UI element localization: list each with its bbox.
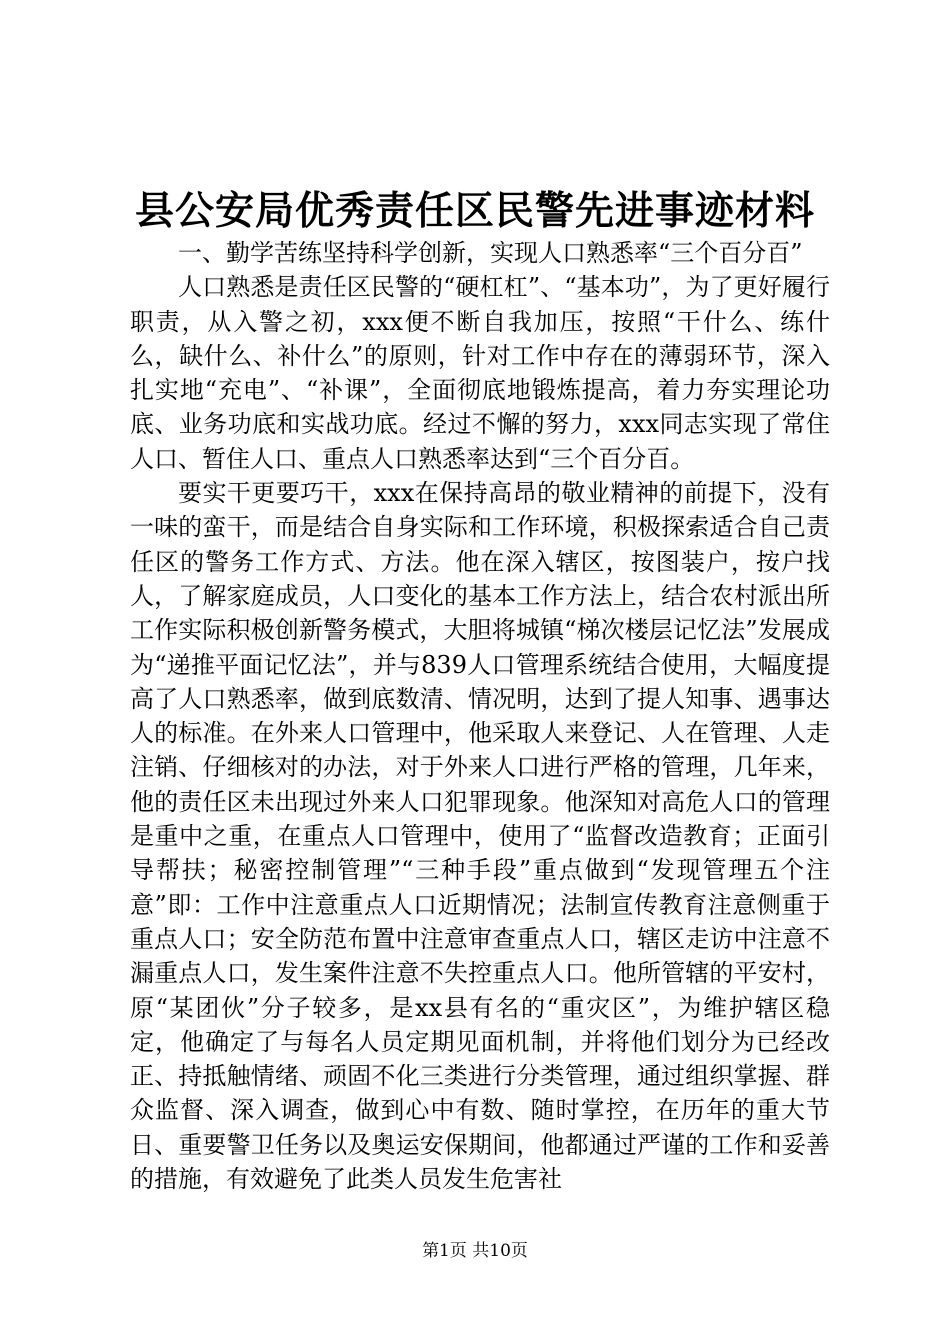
- document-body: [130, 236, 830, 1196]
- page-footer: 第1页 共10页: [422, 1241, 528, 1261]
- body-paragraph: 人口熟悉是责任区民警的“硬杠杠”、“基本功”，为了更好履行职责，从入警之初，xxx便不断自我加压，按照“干什么、练什么，缺什么、补什么”的原则，针对工作中存在的薄弱环节，深入扎实地“充电”、“补课”，全面彻底地锻炼提高，着力夯实理论功底、业务功底和实战功底。经过不懈的努力，xxx同志实现了常住人口、暂住人口、重点人口熟悉率达到“三个百分百。: [130, 273, 830, 473]
- section-heading: 一、勤学苦练坚持科学创新，实现人口熟悉率“三个百分百”: [178, 239, 803, 267]
- body-paragraph: 要实干更要巧干，xxx在保持高昂的敬业精神的前提下，没有一味的蛮干，而是结合自身实际和工作环境，积极探索适合自己责任区的警务工作方式、方法。他在深入辖区，按图装户，按户找人，了解家庭成员，人口变化的基本工作方法上，结合农村派出所工作实际积极创新警务模式，大胆将城镇“梯次楼层记忆法”发展成为“递推平面记忆法”，并与839人口管理系统结合使用，大幅度提高了人口熟悉率，做到底数清、情况明，达到了提人知事、遇事达人的标准。在外来人口管理中，他采取人来登记、人在管理、人走注销、仔细核对的办法，对于外来人口进行严格的管理，几年来，他的责任区未出现过外来人口犯罪现象。他深知对高危人口的管理是重中之重，在重点人口管理中，使用了“监督改造教育；正面引导帮扶；秘密控制管理”“三种手段”重点做到“发现管理五个注意”即：工作中注意重点人口近期情况；法制宣传教育注意侧重于重点人口；安全防范布置中注意审查重点人口，辖区走访中注意不漏重点人口，发生案件注意不失控重点人口。他所管辖的平安村，原“某团伙”分子较多，是xx县有名的“重灾区”，为维护辖区稳定，他确定了与每名人员定期见面机制，并将他们划分为已经改正、持抵触情绪、顽固不化三类进行分类管理，通过组织掌握、群众监督、深入调查，做到心中有数、随时掌控，在历年的重大节日、重要警卫任务以及奥运安保期间，他都通过严谨的工作和妥善的措施，有效避免了此类人员发生危害社: [130, 479, 830, 1194]
- page-title: 县公安局优秀责任区民警先进事迹材料: [134, 188, 815, 234]
